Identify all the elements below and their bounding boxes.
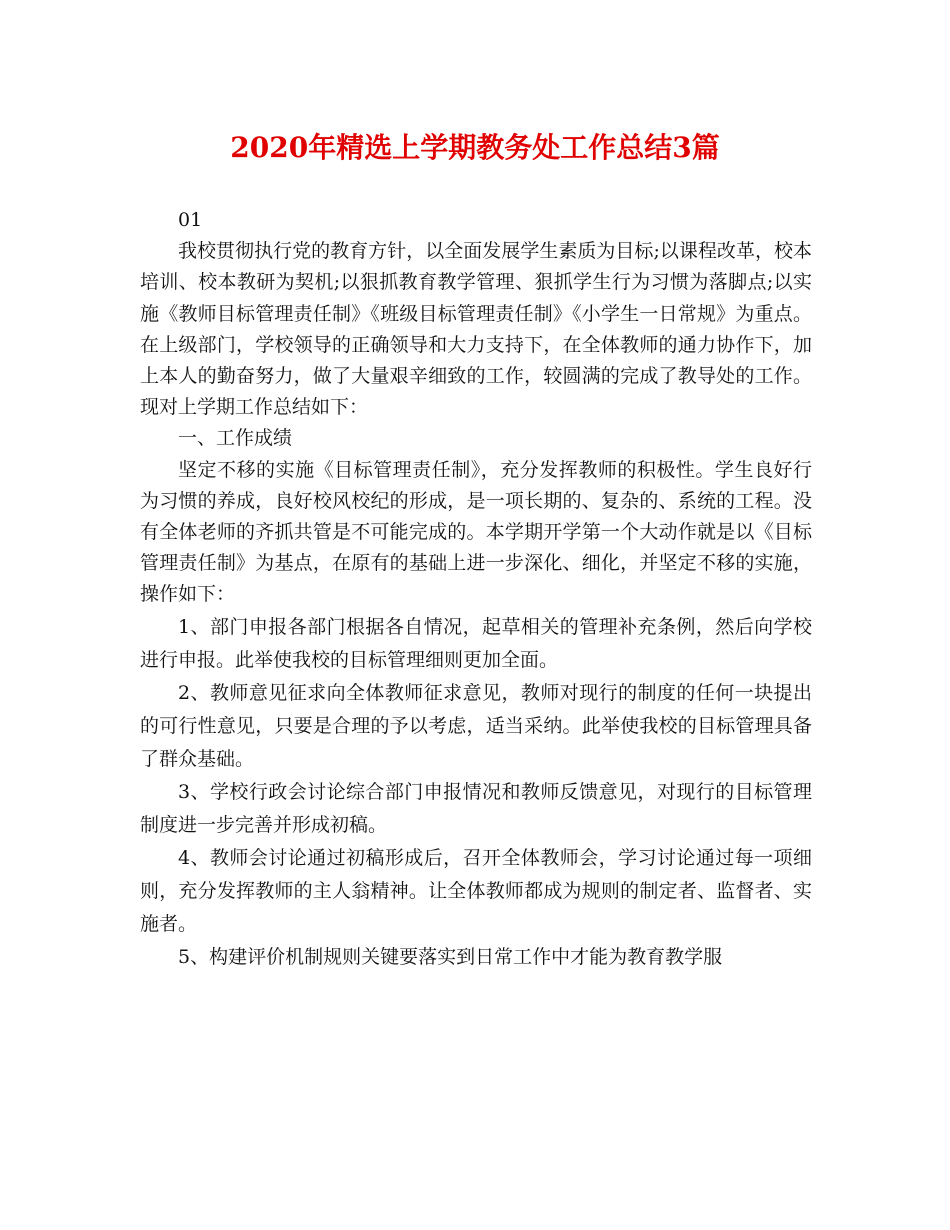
list-item: 2、教师意见征求向全体教师征求意见，教师对现行的制度的任何一块提出的可行性意见，只要是合理的予以考虑，适当采纳。此举使我校的目标管理具备了群众基础。 xyxy=(140,681,812,770)
intro-paragraph: 我校贯彻执行党的教育方针，以全面发展学生素质为目标;以课程改革，校本培训、校本教研为契机;以狠抓教育教学管理、狠抓学生行为习惯为落脚点;以实施《教师目标管理责任制》《班级目标管理责任制》《小学生一日常规》为重点。在上级部门，学校领导的正确领导和大力支持下，在全体教师的通力协作下，加上本人的勤奋努力，做了大量艰辛细致的工作，较圆满的完成了教导处的工作。现对上学期工作总结如下： xyxy=(140,240,812,419)
document-body xyxy=(140,205,812,974)
list-item: 4、教师会讨论通过初稿形成后，召开全体教师会，学习讨论通过每一项细则，充分发挥教师的主人翁精神。让全体教师都成为规则的制定者、监督者、实施者。 xyxy=(140,846,812,935)
body-paragraph: 坚定不移的实施《目标管理责任制》，充分发挥教师的积极性。学生良好行为习惯的养成，良好校风校纪的形成，是一项长期的、复杂的、系统的工程。没有全体老师的齐抓共管是不可能完成的。本学期开学第一个大动作就是以《目标管理责任制》为基点，在原有的基础上进一步深化、细化，并坚定不移的实施，操作如下： xyxy=(140,458,812,606)
section-heading: 一、工作成绩 xyxy=(178,427,293,450)
list-item: 1、部门申报各部门根据各自情况，起草相关的管理补充条例，然后向学校进行申报。此举使我校的目标管理细则更加全面。 xyxy=(140,615,812,671)
document-title: 2020年精选上学期教务处工作总结3篇 xyxy=(230,131,720,164)
list-item: 3、学校行政会讨论综合部门申报情况和教师反馈意见，对现行的目标管理制度进一步完善并形成初稿。 xyxy=(140,780,812,836)
list-item: 5、构建评价机制规则关键要落实到日常工作中才能为教育教学服 xyxy=(178,945,723,968)
section-number: 01 xyxy=(178,209,203,231)
